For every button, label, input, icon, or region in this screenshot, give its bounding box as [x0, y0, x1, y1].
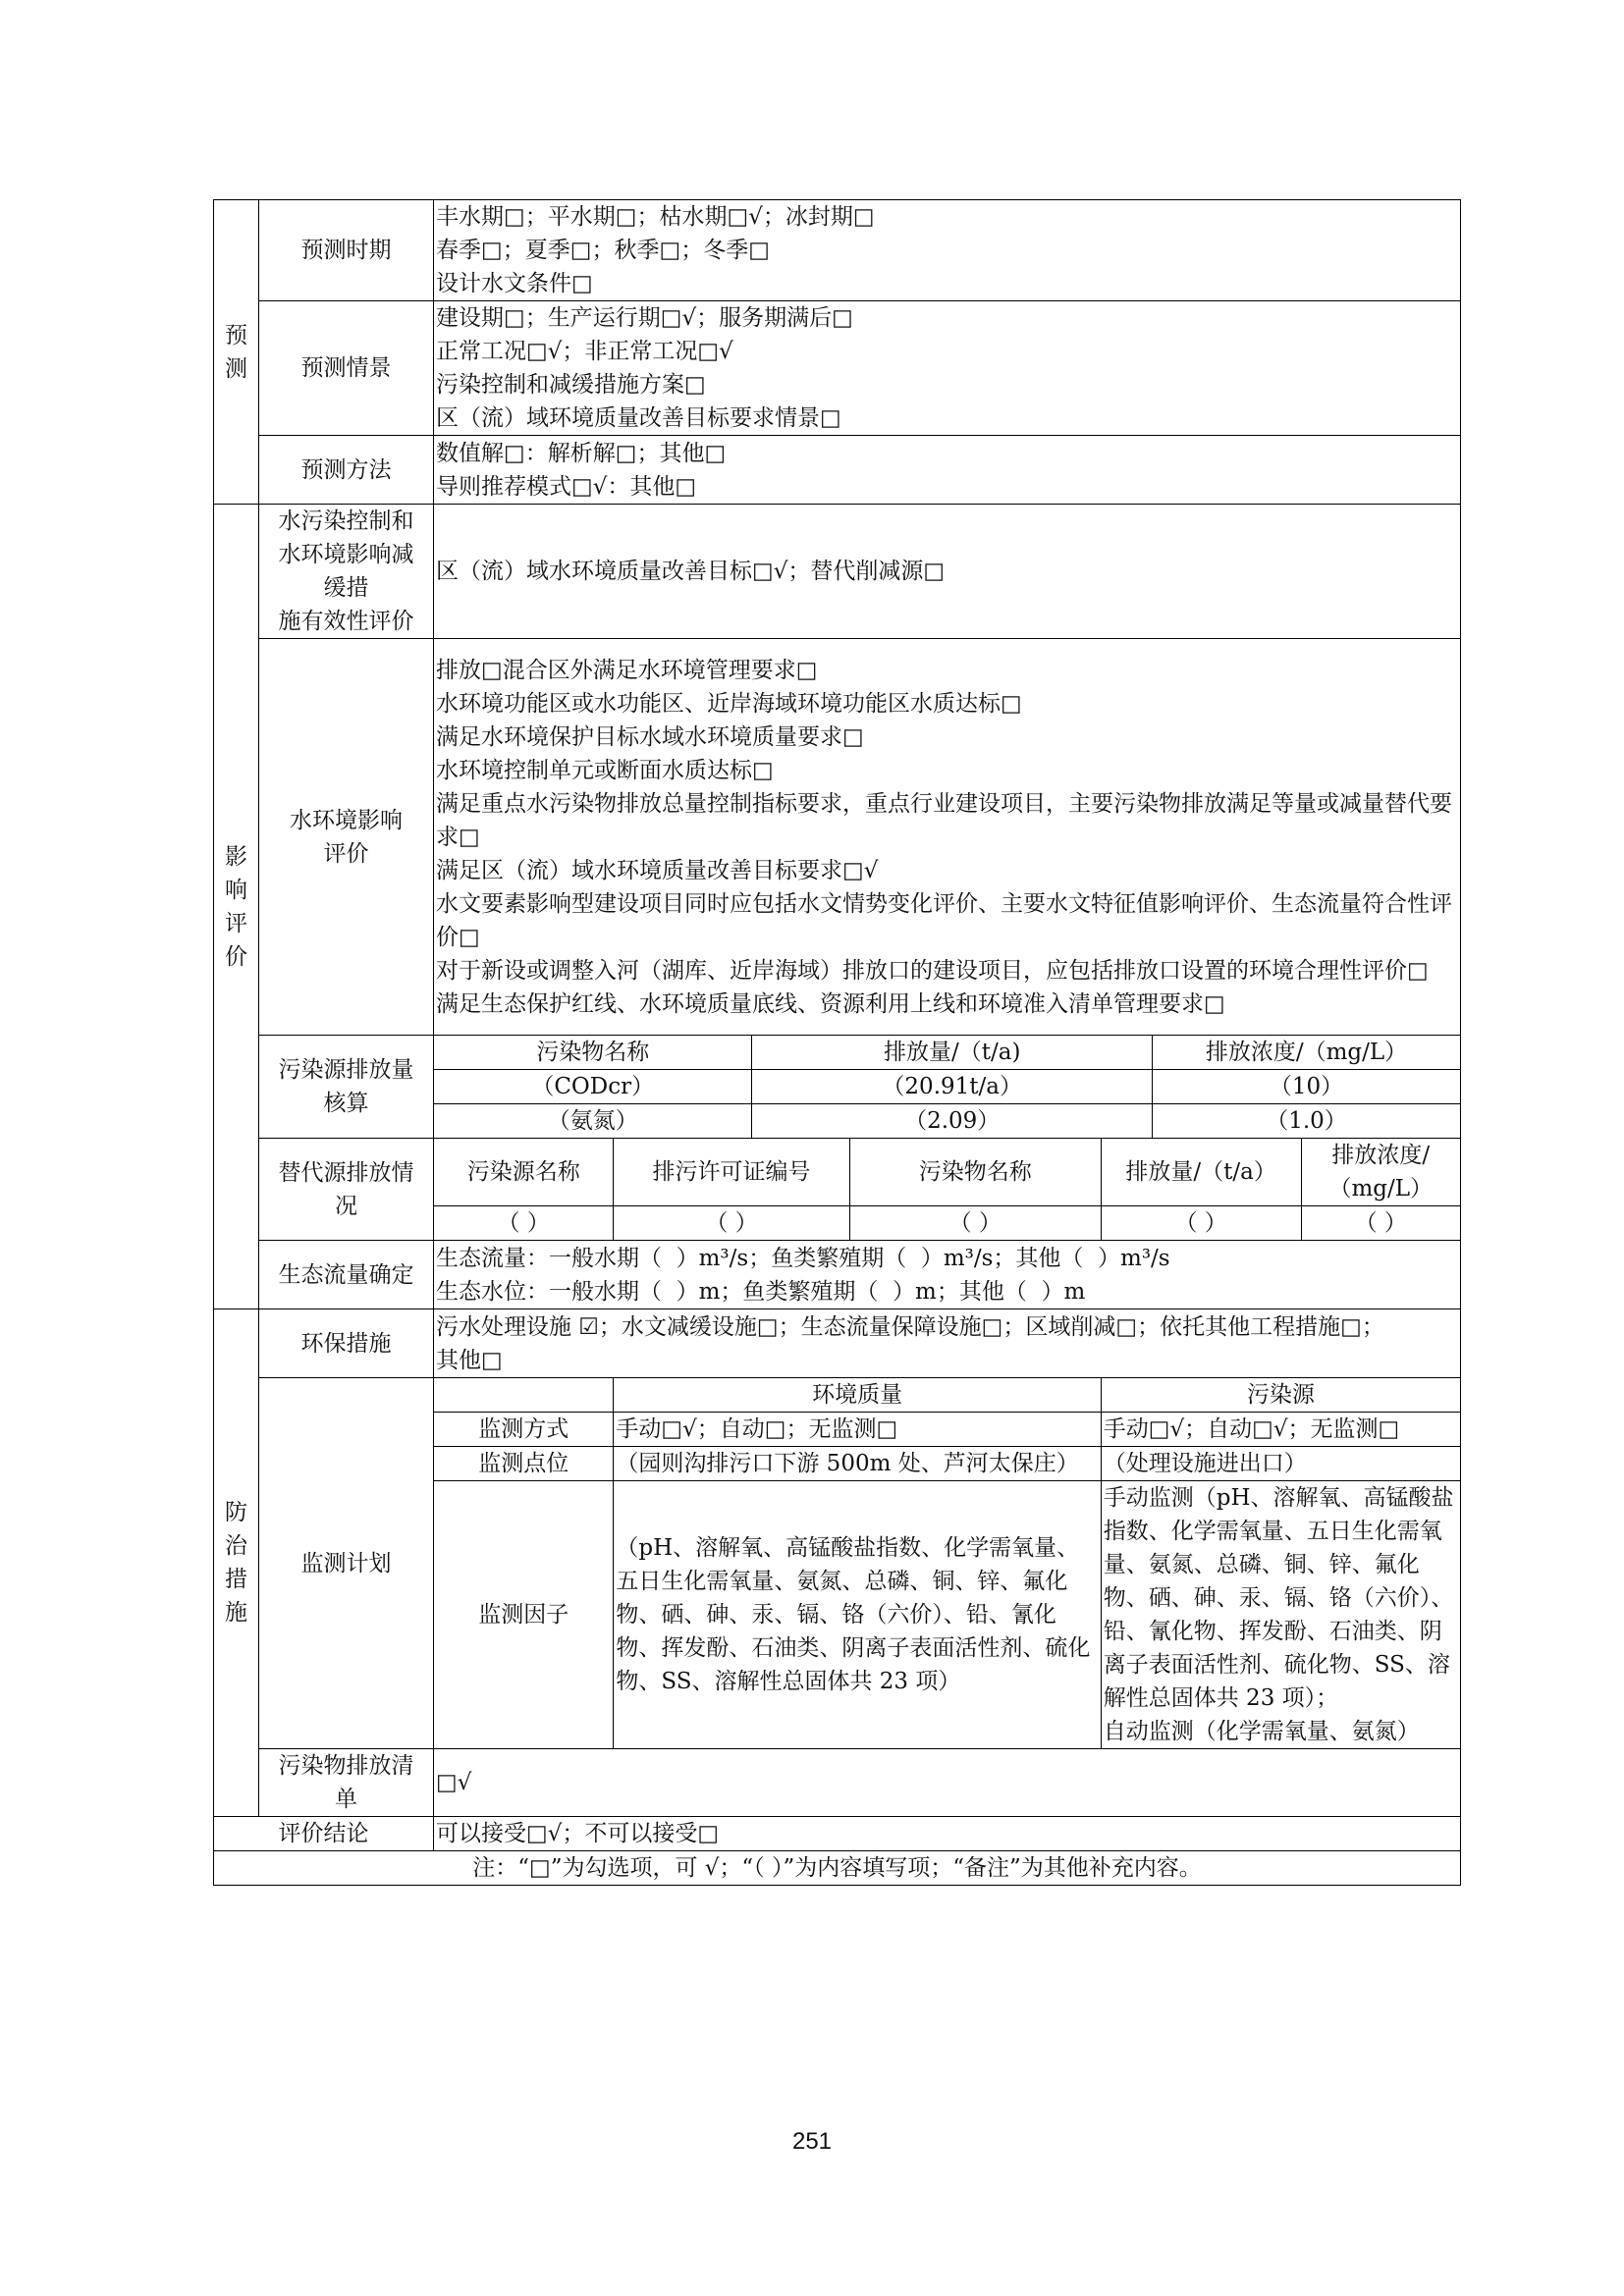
section-prevention-label: 防 治 措 施 — [214, 1309, 259, 1817]
table-header: 排放量/（t/a） — [1101, 1139, 1301, 1206]
text-line: 满足区（流）域水环境质量改善目标要求□√ — [436, 857, 879, 883]
table-row — [434, 1413, 1460, 1447]
table-header: 排污许可证编号 — [614, 1139, 849, 1206]
mitigation-label: 水污染控制和 水环境影响减 缓措 施有效性评价 — [259, 505, 434, 639]
table-cell: （ ） — [1301, 1206, 1460, 1241]
assessment-content — [434, 639, 1461, 1036]
table-header: 排放浓度/（mg/L） — [1152, 1036, 1460, 1070]
table-cell: （CODcr） — [434, 1070, 752, 1104]
emission-table-cell — [434, 1036, 1461, 1139]
monitoring-label: 监测计划 — [259, 1378, 434, 1749]
table-cell: （ ） — [849, 1206, 1101, 1241]
table-cell: （1.0） — [1152, 1104, 1460, 1139]
discharge-list-label: 污染物排放清 单 — [259, 1749, 434, 1817]
prediction-period-label: 预测时期 — [259, 200, 434, 301]
emission-table — [434, 1036, 1460, 1138]
text-line: 生态水位：一般水期（ ）m；鱼类繁殖期（ ）m；其他（ ）m — [436, 1278, 1086, 1305]
table-cell: （ ） — [614, 1206, 849, 1241]
prediction-scenario-content — [434, 301, 1461, 436]
substitute-label: 替代源排放情 况 — [259, 1139, 434, 1241]
section-prediction-label: 预 测 — [214, 200, 259, 505]
table-header: 环境质量 — [614, 1378, 1101, 1413]
table-cell: 手动□√；自动□；无监测□ — [614, 1413, 1101, 1447]
text-line: 手动监测（pH、溶解氧、高锰酸盐指数、化学需氧量、五日生化需氧量、氨氮、总磷、铜、锌、氟化物、硒、砷、汞、镉、铬（六价）、铅、氰化物、挥发酚、石油类、阴离子表面活性剂、硫化物、SS、溶解性总固体共 23 项）； — [1103, 1485, 1454, 1711]
table-cell: （2.09） — [752, 1104, 1153, 1139]
text-line: 污染控制和减缓措施方案□ — [436, 372, 706, 398]
text-line: 排放□混合区外满足水环境管理要求□ — [436, 657, 818, 683]
table-cell: （ ） — [1101, 1206, 1301, 1241]
table-row — [434, 1070, 1460, 1104]
text-line: 其他□ — [436, 1347, 503, 1373]
emission-label: 污染源排放量 核算 — [259, 1036, 434, 1139]
table-cell: （氨氮） — [434, 1104, 752, 1139]
mitigation-content: 区（流）域水环境质量改善目标□√；替代削减源□ — [434, 505, 1461, 639]
table-row — [434, 1447, 1460, 1481]
table-cell: （10） — [1152, 1070, 1460, 1104]
table-cell: 监测点位 — [434, 1447, 614, 1481]
table-cell: 监测因子 — [434, 1481, 614, 1749]
table-cell: （处理设施进出口） — [1101, 1447, 1460, 1481]
text-line: 满足重点水污染物排放总量控制指标要求，重点行业建设项目，主要污染物排放满足等量或减量替代要求□ — [436, 790, 1452, 850]
substitute-table-cell — [434, 1139, 1461, 1241]
text-line: 建设期□；生产运行期□√；服务期满后□ — [436, 305, 853, 331]
text-line: 春季□；夏季□；秋季□；冬季□ — [436, 238, 770, 263]
table-cell: 手动□√；自动□√；无监测□ — [1101, 1413, 1460, 1447]
assessment-table — [213, 199, 1461, 1886]
monitoring-table — [434, 1378, 1460, 1748]
table-note: 注：“□”为勾选项，可 √；“（ ）”为内容填写项；“备注”为其他补充内容。 — [214, 1851, 1461, 1886]
text-line: 设计水文条件□ — [436, 271, 593, 296]
table-row — [434, 1206, 1460, 1241]
conclusion-content: 可以接受□√；不可以接受□ — [434, 1817, 1461, 1851]
table-header: 污染源名称 — [434, 1139, 614, 1206]
eco-flow-label: 生态流量确定 — [259, 1241, 434, 1309]
section-impact-label: 影 响 评 价 — [214, 505, 259, 1309]
page-number: 251 — [791, 2128, 833, 2155]
table-cell — [1101, 1481, 1460, 1749]
prediction-period-content — [434, 200, 1461, 301]
eco-flow-content — [434, 1241, 1461, 1309]
monitoring-table-cell — [434, 1378, 1461, 1749]
table-header: 污染源 — [1101, 1378, 1460, 1413]
text-line: 满足水环境保护目标水域水环境质量要求□ — [436, 723, 864, 750]
prediction-method-content — [434, 436, 1461, 505]
table-header: 污染物名称 — [434, 1036, 752, 1070]
text-line: 对于新设或调整入河（湖库、近岸海域）排放口的建设项目，应包括排放口设置的环境合理性评价□ — [436, 957, 1429, 984]
text-line: 水环境功能区或水功能区、近岸海域环境功能区水质达标□ — [436, 690, 1022, 717]
text-line: 数值解□：解析解□；其他□ — [436, 440, 727, 466]
assessment-label: 水环境影响 评价 — [259, 639, 434, 1036]
table-cell: （pH、溶解氧、高锰酸盐指数、化学需氧量、五日生化需氧量、氨氮、总磷、铜、锌、氟化物、硒、砷、汞、镉、铬（六价）、铅、氰化物、挥发酚、石油类、阴离子表面活性剂、硫化物、SS、溶解性总固体共 23 项） — [614, 1481, 1101, 1749]
text-line: 自动监测（化学需氧量、氨氮） — [1103, 1719, 1420, 1744]
env-measures-content — [434, 1309, 1461, 1378]
text-line: 水环境控制单元或断面水质达标□ — [436, 757, 774, 783]
table-header: 排放量/（t/a) — [752, 1036, 1153, 1070]
table-header: 污染物名称 — [849, 1139, 1101, 1206]
prediction-scenario-label: 预测情景 — [259, 301, 434, 436]
table-header-blank — [434, 1378, 614, 1413]
text-line: 丰水期□；平水期□；枯水期□√；冰封期□ — [436, 204, 875, 230]
text-line: 导则推荐模式□√：其他□ — [436, 473, 697, 500]
table-cell: （园则沟排污口下游 500m 处、芦河太保庄） — [614, 1447, 1101, 1481]
conclusion-label: 评价结论 — [214, 1817, 434, 1851]
text-line: 满足生态保护红线、水环境质量底线、资源利用上线和环境准入清单管理要求□ — [436, 990, 1225, 1017]
prediction-method-label: 预测方法 — [259, 436, 434, 505]
text-line: 生态流量：一般水期（ ）m³/s；鱼类繁殖期（ ）m³/s；其他（ ）m³/s — [436, 1245, 1170, 1271]
table-header: 排放浓度/（mg/L） — [1301, 1139, 1460, 1206]
table-row — [434, 1104, 1460, 1139]
env-measures-label: 环保措施 — [259, 1309, 434, 1378]
text-line: 区（流）域环境质量改善目标要求情景□ — [436, 405, 841, 431]
table-cell: （20.91t/a） — [752, 1070, 1153, 1104]
table-cell: （ ） — [434, 1206, 614, 1241]
table-cell: 监测方式 — [434, 1413, 614, 1447]
text-line: 正常工况□√；非正常工况□√ — [436, 339, 733, 364]
text-line: 污水处理设施 ☑；水文减缓设施□；生态流量保障设施□；区域削减□；依托其他工程措施□； — [436, 1313, 1384, 1340]
substitute-table — [434, 1139, 1460, 1240]
table-row — [434, 1481, 1460, 1749]
discharge-list-content: □√ — [434, 1749, 1461, 1817]
text-line: 水文要素影响型建设项目同时应包括水文情势变化评价、主要水文特征值影响评价、生态流量符合性评价□ — [436, 890, 1452, 950]
